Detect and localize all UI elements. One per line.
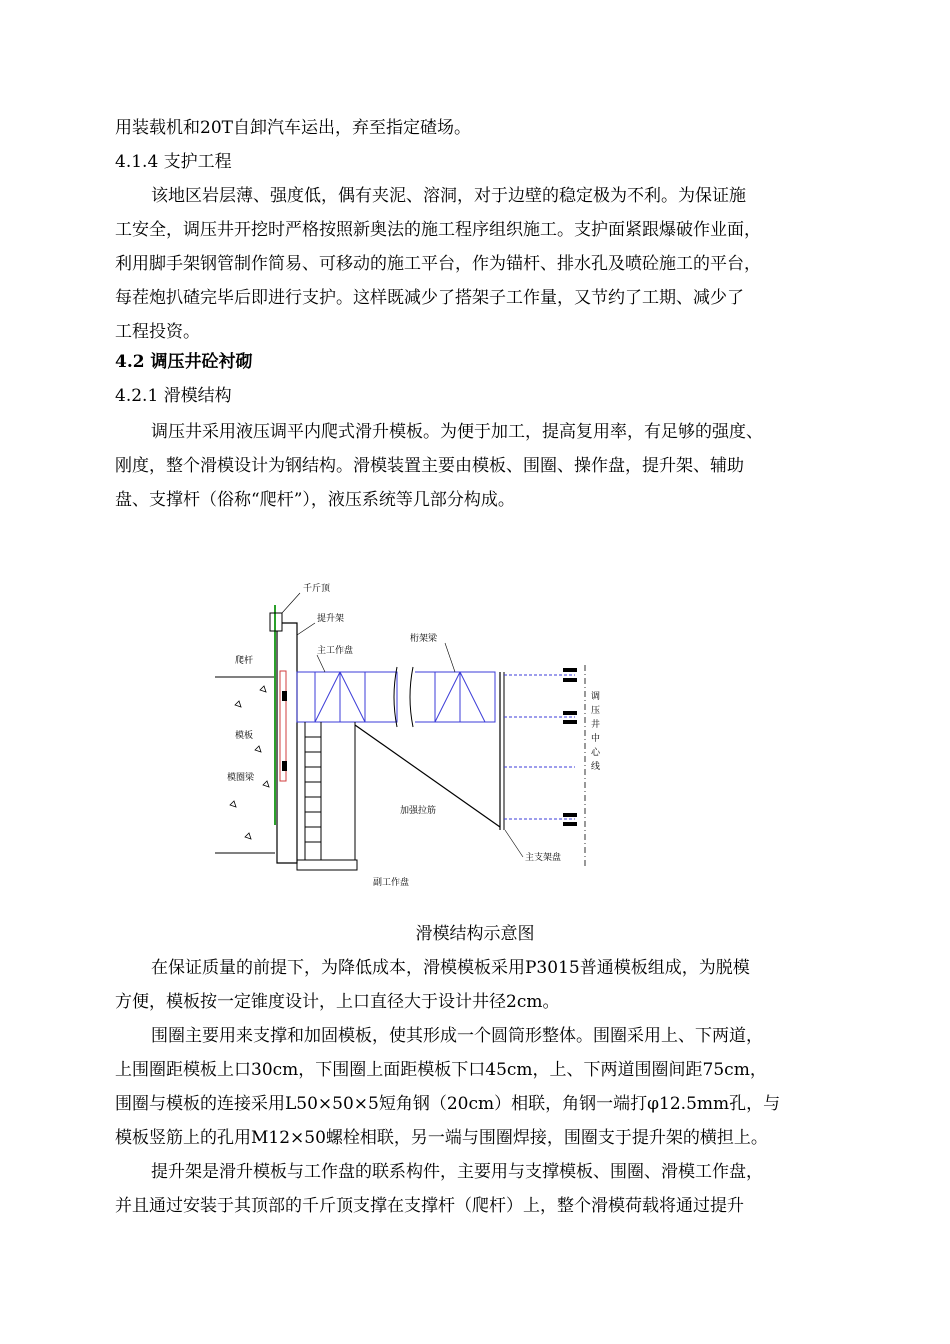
label-center-line — [591, 691, 601, 772]
aux-platform-ladder — [305, 722, 321, 860]
paragraph-line: 在保证质量的前提下，为降低成本，滑模模板采用P3015普通模板组成，为脱模 — [151, 958, 750, 978]
section-heading-4-1-4: 4.1.4 支护工程 — [115, 152, 232, 172]
figure-caption: 滑模结构示意图 — [415, 924, 535, 944]
paragraph-line: 模板竖筋上的孔用M12×50螺栓相联，另一端与围圈焊接，围圈支于提升架的横担上。 — [115, 1128, 768, 1148]
aux-platform-base — [297, 860, 357, 870]
slipform-diagram — [205, 575, 625, 895]
label-aux-platform: 副工作盘 — [373, 878, 410, 888]
section-heading-4-2-1: 4.2.1 滑模结构 — [115, 386, 232, 406]
paragraph-line: 方便，模板按一定锥度设计，上口直径大于设计井径2cm。 — [115, 992, 560, 1012]
paragraph-line: 用装载机和20T自卸汽车运出，弃至指定碴场。 — [115, 118, 471, 138]
label-tie-bar: 加强拉筋 — [400, 806, 437, 816]
paragraph-line: 提升架是滑升模板与工作盘的联系构件，主要用与支撑模板、围圈、滑模工作盘， — [151, 1162, 763, 1182]
paragraph-line: 盘、支撑杆（俗称“爬杆”），液压系统等几部分构成。 — [115, 490, 515, 510]
label-truss-beam: 桁架梁 — [410, 634, 438, 644]
paragraph-line: 工安全，调压井开挖时严格按照新奥法的施工程序组织施工。支护面紧跟爆破作业面， — [115, 220, 761, 240]
leader-line — [282, 593, 300, 613]
center-line-char: 线 — [591, 762, 601, 772]
paragraph-line: 围圈主要用来支撑和加固模板，使其形成一个圆筒形整体。围圈采用上、下两道， — [151, 1026, 763, 1046]
label-formwork: 模板 — [235, 731, 254, 741]
paragraph-line: 围圈与模板的连接采用L50×50×5短角钢（20cm）相联，角钢一端打φ12.5mm孔，与 — [115, 1094, 781, 1114]
paragraph-line: 调压井采用液压调平内爬式滑升模板。为便于加工，提高复用率，有足够的强度、 — [151, 422, 763, 442]
leader-line — [317, 655, 325, 672]
leader-line — [505, 830, 523, 857]
center-line-char: 心 — [591, 748, 601, 758]
label-main-platform: 主工作盘 — [317, 646, 354, 656]
label-jack: 千斤顶 — [303, 584, 331, 594]
center-line-char: 中 — [591, 734, 601, 744]
center-line-char: 调 — [591, 692, 601, 702]
leader-line — [297, 623, 315, 635]
main-platform-truss — [297, 672, 495, 722]
rock-hatch — [230, 686, 269, 839]
paragraph-line: 利用脚手架钢管制作简易、可移动的施工平台，作为锚杆、排水孔及喷砼施工的平台， — [115, 254, 761, 274]
bolt-ends — [563, 668, 577, 826]
center-line-char: 井 — [591, 720, 601, 730]
ring-beam-upper — [282, 691, 287, 701]
label-main-support: 主支架盘 — [525, 853, 562, 863]
paragraph-line: 该地区岩层薄、强度低，偶有夹泥、溶洞，对于边壁的稳定极为不利。为保证施 — [151, 186, 746, 206]
radial-members — [504, 675, 575, 819]
paragraph-line: 并且通过安装于其顶部的千斤顶支撑在支撑杆（爬杆）上，整个滑模荷载将通过提升 — [115, 1196, 744, 1216]
ring-beam-lower — [282, 761, 287, 771]
paragraph-line: 上围圈距模板上口30cm，下围圈上面距模板下口45cm，上、下两道围圈间距75cm， — [115, 1060, 767, 1080]
paragraph-line: 工程投资。 — [115, 322, 200, 342]
center-line-char: 压 — [591, 706, 601, 716]
leader-line — [445, 643, 455, 672]
label-ring-beam: 模圈梁 — [227, 773, 255, 783]
section-heading-4-2: 4.2 调压井砼衬砌 — [115, 352, 253, 372]
label-lift-frame: 提升架 — [317, 614, 345, 624]
label-climb-rod: 爬杆 — [235, 656, 254, 666]
paragraph-line: 每茬炮扒碴完毕后即进行支护。这样既减少了搭架子工作量，又节约了工期、减少了 — [115, 288, 744, 308]
paragraph-line: 刚度，整个滑模设计为钢结构。滑模装置主要由模板、围圈、操作盘，提升架、辅助 — [115, 456, 744, 476]
